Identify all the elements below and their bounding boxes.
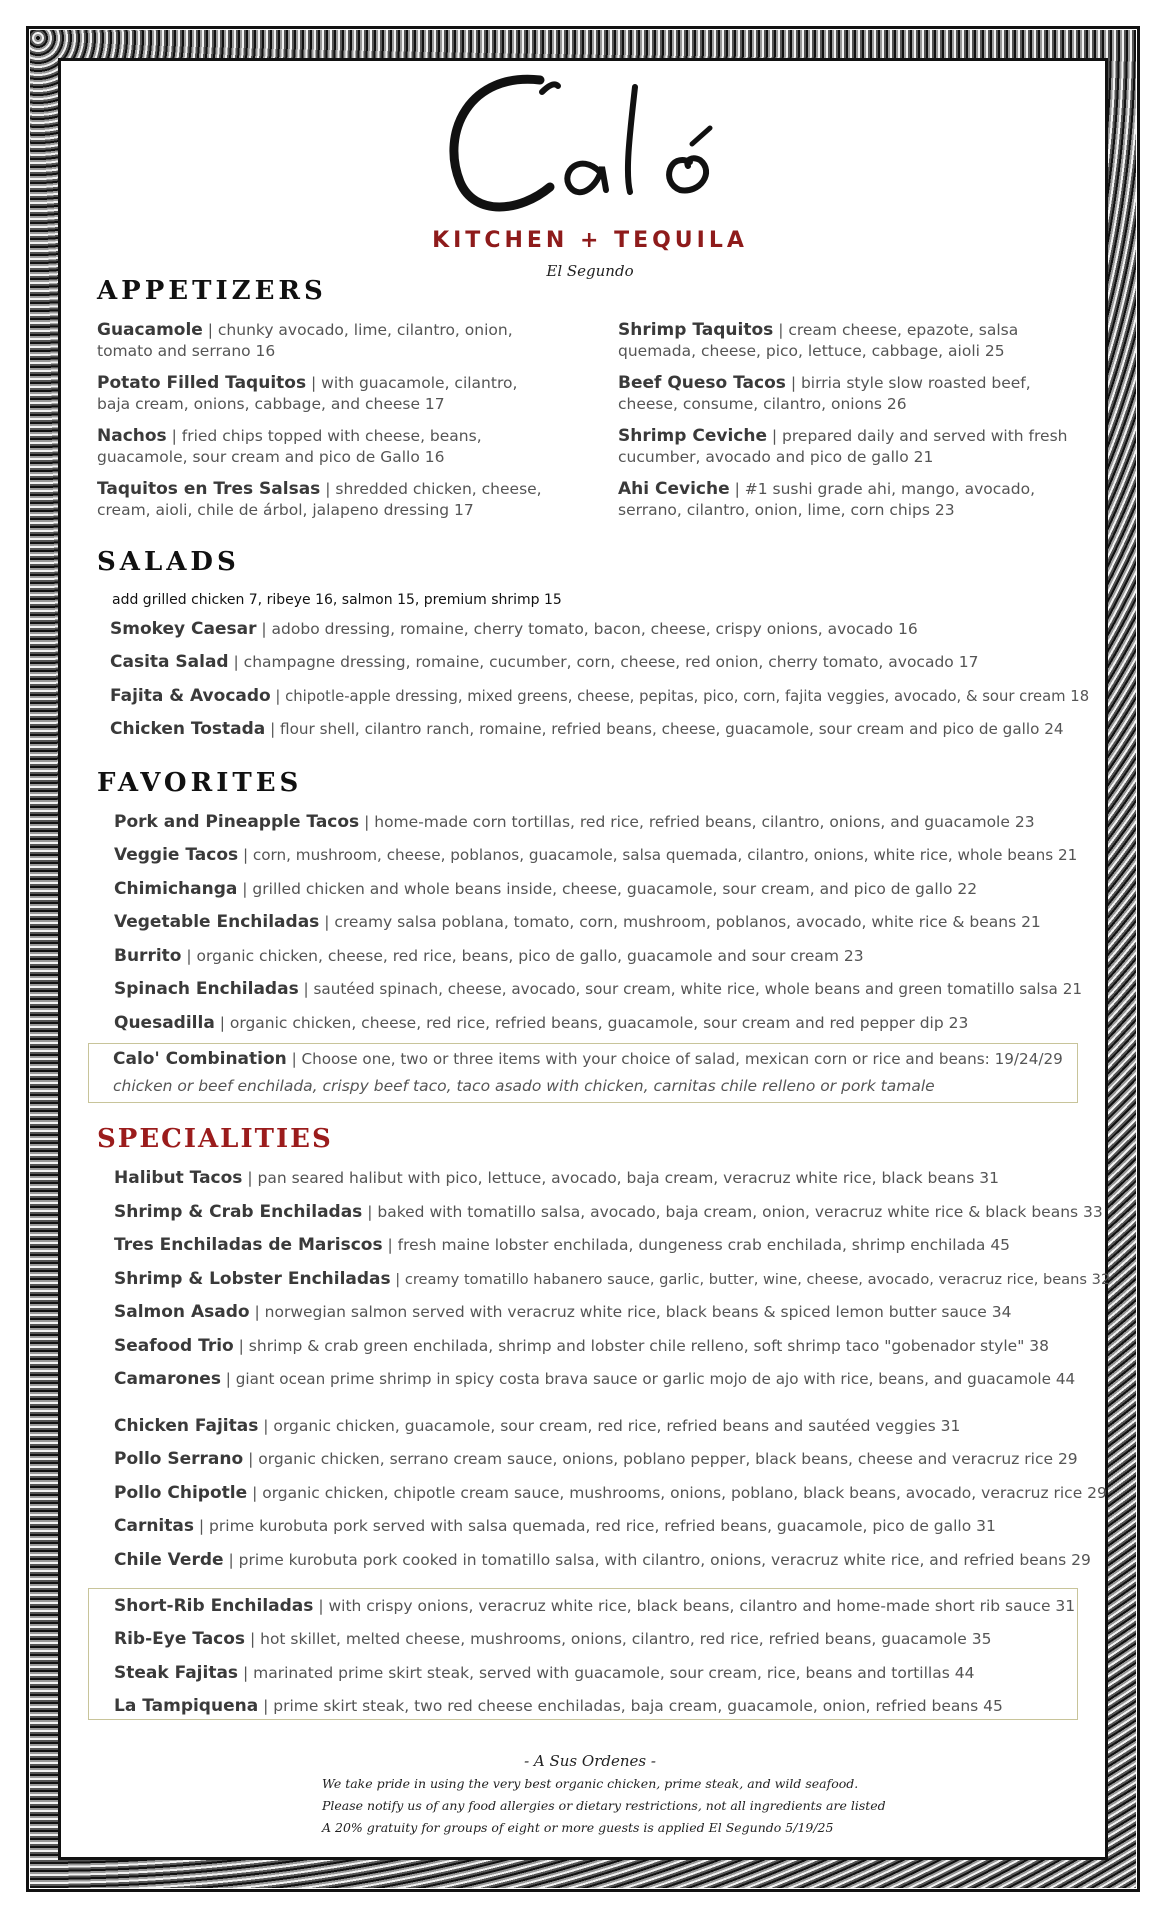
menu-item bbox=[114, 845, 1077, 866]
item-name: Tres Enchiladas de Mariscos bbox=[114, 1235, 383, 1255]
footer-title: - A Sus Ordenes - bbox=[524, 1752, 656, 1770]
item-desc: | cream cheese, epazote, salsa quemada, cheese, pico, lettuce, cabbage, aioli 25 bbox=[618, 321, 1019, 360]
menu-item bbox=[618, 320, 1048, 362]
item-name: Carnitas bbox=[114, 1516, 194, 1536]
item-desc: | fresh maine lobster enchilada, dungeness crab enchilada, shrimp enchilada 45 bbox=[382, 1236, 1011, 1254]
item-desc: | corn, mushroom, cheese, poblanos, guacamole, salsa quemada, cilantro, onions, white rice, whole beans 21 bbox=[238, 846, 1078, 864]
item-desc: | #1 sushi grade ahi, mango, avocado, serrano, cilantro, onion, lime, corn chips 23 bbox=[618, 480, 1036, 519]
item-name: Shrimp Taquitos bbox=[618, 320, 774, 340]
item-name: Veggie Tacos bbox=[114, 845, 239, 865]
calo-logo bbox=[430, 62, 760, 222]
item-desc: | prime kurobuta pork cooked in tomatillo salsa, with cilantro, onions, veracruz white rice, and refried beans 29 bbox=[223, 1551, 1091, 1569]
item-name: Chicken Tostada bbox=[110, 719, 266, 739]
item-name: Nachos bbox=[97, 426, 167, 446]
item-desc: | norwegian salmon served with veracruz white rice, black beans & spiced lemon butter sauce 34 bbox=[249, 1303, 1012, 1321]
item-name: Camarones bbox=[114, 1369, 221, 1389]
item-name: Steak Fajitas bbox=[114, 1663, 239, 1683]
specialities-heading: SPECIALITIES bbox=[97, 1124, 333, 1154]
item-name: Short-Rib Enchiladas bbox=[114, 1596, 314, 1616]
item-name: Fajita & Avocado bbox=[110, 686, 271, 706]
menu-item bbox=[114, 1202, 1103, 1223]
menu-item bbox=[110, 619, 918, 640]
item-desc: | Choose one, two or three items with your choice of salad, mexican corn or rice and beans: 19/24/29 bbox=[286, 1050, 1063, 1068]
location-label: El Segundo bbox=[546, 262, 634, 280]
item-desc: | shrimp & crab green enchilada, shrimp and lobster chile relleno, soft shrimp taco "gobenador style" 38 bbox=[233, 1337, 1049, 1355]
item-desc: | grilled chicken and whole beans inside, cheese, guacamole, sour cream, and pico de gallo 22 bbox=[237, 880, 978, 898]
menu-item bbox=[114, 1449, 1078, 1470]
item-desc: | hot skillet, melted cheese, mushrooms, onions, cilantro, red rice, refried beans, guacamole 35 bbox=[245, 1630, 992, 1648]
item-desc: | organic chicken, chipotle cream sauce, mushrooms, onions, poblano, black beans, avocado, veracruz rice 29 bbox=[247, 1484, 1107, 1502]
item-name: Shrimp & Crab Enchiladas bbox=[114, 1202, 363, 1222]
tagline: KITCHEN + TEQUILA bbox=[432, 228, 748, 253]
menu-item bbox=[114, 1168, 999, 1189]
item-desc: | baked with tomatillo salsa, avocado, baja cream, onion, veracruz white rice & black beans 33 bbox=[362, 1203, 1103, 1221]
menu-item bbox=[114, 1013, 968, 1034]
item-desc: | with guacamole, cilantro, baja cream, onions, cabbage, and cheese 17 bbox=[97, 374, 518, 413]
salad-addon-note: add grilled chicken 7, ribeye 16, salmon 15, premium shrimp 15 bbox=[112, 592, 562, 608]
menu-item bbox=[114, 912, 1041, 933]
item-desc: | adobo dressing, romaine, cherry tomato, bacon, cheese, crispy onions, avocado 16 bbox=[256, 620, 918, 638]
item-name: Burrito bbox=[114, 946, 182, 966]
item-desc: | organic chicken, serrano cream sauce, onions, poblano pepper, black beans, cheese and veracruz rice 29 bbox=[243, 1450, 1078, 1468]
item-desc: | creamy tomatillo habanero sauce, garlic, butter, wine, cheese, avocado, veracruz rice, beans 32 bbox=[390, 1271, 1111, 1288]
menu-item bbox=[114, 1269, 1110, 1290]
menu-item bbox=[114, 879, 977, 900]
item-desc: | organic chicken, cheese, red rice, refried beans, guacamole, sour cream and red pepper dip 23 bbox=[214, 1014, 969, 1032]
item-desc: | prepared daily and served with fresh cucumber, avocado and pico de gallo 21 bbox=[618, 427, 1068, 466]
footer-note: Please notify us of any food allergies or dietary restrictions, not all ingredients are listed bbox=[322, 1798, 886, 1813]
combination-options: chicken or beef enchilada, crispy beef taco, taco asado with chicken, carnitas chile relleno or pork tamale bbox=[113, 1077, 935, 1095]
item-name: Taquitos en Tres Salsas bbox=[97, 479, 321, 499]
menu-item bbox=[114, 1369, 1075, 1390]
item-name: Pollo Serrano bbox=[114, 1449, 244, 1469]
item-desc: | sautéed spinach, cheese, avocado, sour cream, white rice, whole beans and green tomatillo salsa 21 bbox=[298, 980, 1083, 998]
item-name: Beef Queso Tacos bbox=[618, 373, 786, 393]
item-name: Spinach Enchiladas bbox=[114, 979, 299, 999]
menu-item bbox=[114, 979, 1082, 1000]
salads-heading: SALADS bbox=[97, 547, 240, 577]
item-name: Pollo Chipotle bbox=[114, 1483, 248, 1503]
item-desc: | prime skirt steak, two red cheese enchiladas, baja cream, guacamole, onion, refried beans 45 bbox=[258, 1697, 1003, 1715]
item-name: Salmon Asado bbox=[114, 1302, 250, 1322]
menu-item bbox=[114, 1416, 960, 1437]
menu-item bbox=[97, 426, 527, 468]
item-desc: | pan seared halibut with pico, lettuce, avocado, baja cream, veracruz white rice, black beans 31 bbox=[242, 1169, 999, 1187]
menu-item bbox=[97, 373, 527, 415]
menu-item bbox=[114, 1663, 974, 1684]
footer-note: We take pride in using the very best organic chicken, prime steak, and wild seafood. bbox=[322, 1776, 859, 1791]
item-name: Chimichanga bbox=[114, 879, 238, 899]
item-desc: | marinated prime skirt steak, served with guacamole, sour cream, rice, beans and tortillas 44 bbox=[238, 1664, 975, 1682]
item-desc: | giant ocean prime shrimp in spicy costa brava sauce or garlic mojo de ajo with rice, beans, and guacamole 44 bbox=[220, 1370, 1076, 1388]
menu-item bbox=[114, 1629, 992, 1650]
menu-item bbox=[114, 1483, 1107, 1504]
menu-item bbox=[97, 479, 547, 521]
item-desc: | creamy salsa poblana, tomato, corn, mushroom, poblanos, avocado, white rice & beans 21 bbox=[319, 913, 1041, 931]
menu-item bbox=[618, 373, 1048, 415]
item-name: Halibut Tacos bbox=[114, 1168, 243, 1188]
item-name: Potato Filled Taquitos bbox=[97, 373, 307, 393]
menu-item bbox=[618, 479, 1048, 521]
item-desc: | home-made corn tortillas, red rice, refried beans, cilantro, onions, and guacamole 23 bbox=[359, 813, 1035, 831]
item-name: Guacamole bbox=[97, 320, 203, 340]
menu-item bbox=[114, 1696, 1003, 1717]
menu-item bbox=[114, 1550, 1091, 1571]
menu-item bbox=[114, 946, 864, 967]
item-name: Chicken Fajitas bbox=[114, 1416, 259, 1436]
appetizers-heading: APPETIZERS bbox=[97, 276, 327, 306]
menu-item bbox=[110, 652, 978, 673]
menu-item bbox=[114, 812, 1035, 833]
item-name: Rib-Eye Tacos bbox=[114, 1629, 246, 1649]
item-desc: | organic chicken, guacamole, sour cream, red rice, refried beans and sautéed veggies 31 bbox=[258, 1417, 961, 1435]
menu-item bbox=[110, 719, 1064, 740]
menu-item bbox=[618, 426, 1068, 468]
combination-item bbox=[113, 1049, 1063, 1070]
calo-logo-script bbox=[430, 62, 760, 222]
item-name: Ahi Ceviche bbox=[618, 479, 730, 499]
menu-item bbox=[114, 1302, 1011, 1323]
item-desc: | champagne dressing, romaine, cucumber, corn, cheese, red onion, cherry tomato, avocado 17 bbox=[228, 653, 979, 671]
menu-item bbox=[114, 1596, 1075, 1617]
item-name: Chile Verde bbox=[114, 1550, 224, 1570]
item-name: Smokey Caesar bbox=[110, 619, 257, 639]
footer-note: A 20% gratuity for groups of eight or more guests is applied El Segundo 5/19/25 bbox=[322, 1820, 834, 1835]
menu-item bbox=[114, 1336, 1049, 1357]
item-name: La Tampiquena bbox=[114, 1696, 259, 1716]
favorites-heading: FAVORITES bbox=[97, 768, 303, 798]
item-name: Calo' Combination bbox=[113, 1049, 287, 1069]
menu-item bbox=[114, 1235, 1010, 1256]
logo-text: Caló bbox=[430, 62, 433, 63]
item-desc: | birria style slow roasted beef, cheese, consume, cilantro, onions 26 bbox=[618, 374, 1031, 413]
item-name: Casita Salad bbox=[110, 652, 229, 672]
item-name: Shrimp & Lobster Enchiladas bbox=[114, 1269, 391, 1289]
item-name: Vegetable Enchiladas bbox=[114, 912, 320, 932]
item-desc: | fried chips topped with cheese, beans, guacamole, sour cream and pico de Gallo 16 bbox=[97, 427, 482, 466]
item-name: Pork and Pineapple Tacos bbox=[114, 812, 360, 832]
item-desc: | organic chicken, cheese, red rice, beans, pico de gallo, guacamole and sour cream 23 bbox=[181, 947, 864, 965]
item-name: Seafood Trio bbox=[114, 1336, 234, 1356]
item-desc: | chunky avocado, lime, cilantro, onion, tomato and serrano 16 bbox=[97, 321, 513, 360]
menu-item bbox=[114, 1516, 996, 1537]
item-desc: | chipotle-apple dressing, mixed greens, cheese, pepitas, pico, corn, fajita veggies, avocado, & sour cream 18 bbox=[270, 688, 1090, 705]
item-desc: | shredded chicken, cheese, cream, aioli, chile de árbol, jalapeno dressing 17 bbox=[97, 480, 542, 519]
item-desc: | prime kurobuta pork served with salsa quemada, red rice, refried beans, guacamole, pico de gallo 31 bbox=[193, 1517, 996, 1535]
menu-item bbox=[97, 320, 527, 362]
item-name: Quesadilla bbox=[114, 1013, 215, 1033]
item-name: Shrimp Ceviche bbox=[618, 426, 767, 446]
item-desc: | flour shell, cilantro ranch, romaine, refried beans, cheese, guacamole, sour cream and pico de gallo 24 bbox=[265, 720, 1064, 738]
item-desc: | with crispy onions, veracruz white rice, black beans, cilantro and home-made short rib sauce 31 bbox=[313, 1597, 1076, 1615]
menu-item bbox=[110, 686, 1089, 707]
